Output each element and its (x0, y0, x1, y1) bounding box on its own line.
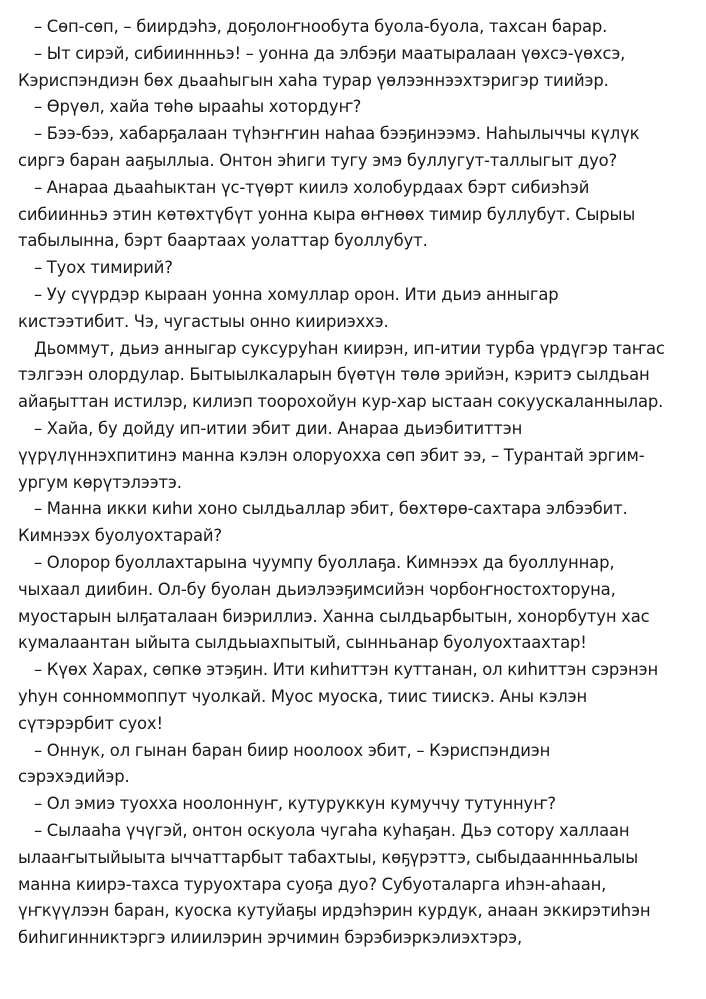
paragraph (18, 14, 686, 41)
paragraph (18, 791, 686, 818)
text-line: – Сөп-сөп, – биирдэһэ, доҕолоҥнообута буола-буола, тахсан барар. (34, 17, 608, 36)
text-line: кистээтибит. Чэ, чугастыы онно киириэххэ. (18, 311, 389, 331)
text-line: – Манна икки киһи хоно сылдьаллар эбит, бөхтөрө-сахтара элбээбит. (34, 499, 628, 519)
text-line: – Бээ-бээ, хабарҕалаан түһэҥҥин наһаа бээҕинээмэ. Наһылыччы күлүк (34, 124, 640, 144)
paragraph (18, 94, 686, 121)
text-line: сүтэрэрбит суох! (18, 713, 163, 733)
text-line: – Күөх Харах, сөпкө этэҕин. Ити киһиттэн куттанан, ол киһиттэн сэрэнэн (34, 660, 659, 680)
text-line: айаҕыттан истилэр, килиэп тоорохойун кур-хар ыстаан сокуускаланнылар. (18, 392, 664, 412)
paragraph (18, 336, 686, 416)
text-line: үүрүлүннэхпитинэ манна кэлэн олоруохха сөп эбит ээ, – Турантай эргим- (18, 445, 645, 465)
paragraph (18, 121, 686, 175)
text-line: – Хайа, бу дойду ип-итии эбит дии. Анараа дьиэбититтэн (34, 418, 523, 438)
paragraph (18, 416, 686, 496)
paragraph (18, 657, 686, 737)
text-line: – Уу сүүрдэр кыраан уонна хомуллар орон. Ити дьиэ анныгар (34, 284, 559, 304)
text-line: – Сылааһа үчүгэй, онтон оскуола чугаһа куһаҕан. Дьэ сотору халлаан (34, 820, 630, 840)
text-line: уһун сонноммоппут чуолкай. Муос муоска, тиис тиискэ. Аны кэлэн (18, 686, 588, 706)
paragraph (18, 818, 686, 952)
text-line: – Туох тимирий? (34, 258, 173, 278)
paragraph (18, 550, 686, 657)
text-line: тэлгээн олордулар. Бытыылкаларын бүөтүн төлө эрийэн, кэритэ сылдьан (18, 365, 650, 385)
text-line: сибиинньэ этин көтөхтүбүт уонна кыра өҥнөөх тимир буллубут. Сырыы (18, 204, 636, 224)
text-line: табылынна, бэрт баартаах уолаттар буоллубут. (18, 231, 428, 251)
paragraph (18, 738, 686, 792)
text-line: Кимнээх буолуохтарай? (18, 526, 222, 546)
paragraph (18, 496, 686, 550)
text-line: Дьоммут, дьиэ анныгар суксуруһан киирэн, ип-итии турба үрдүгэр таҥас (34, 338, 665, 358)
text-line: ургум көрүтэлээтэ. (18, 472, 182, 492)
text-line: үҥкүүлээн баран, куоска кутуйаҕы ирдэһэрин курдук, анаан эккирэтиһэн (18, 901, 651, 921)
paragraph (18, 255, 686, 282)
text-line: – Олорор буоллахтарына чуумпу буоллаҕа. Кимнээх да буоллуннар, (34, 552, 615, 572)
text-line: муостарын ылҕаталаан биэриллиэ. Ханна сылдьарбытын, хонорбутун хас (18, 606, 650, 626)
text-line: манна киирэ-тахса туруохтара суоҕа дуо? Субуоталарга иһэн-аһаан, (18, 874, 607, 894)
text-line: – Ол эмиэ туохха ноолоннуҥ, кутуруккун кумуччу тутуннуҥ? (34, 794, 556, 814)
text-line: Кэриспэндиэн бөх дьааһыгын хаһа турар үөлээннээхтэригэр тиийэр. (18, 70, 609, 90)
text-line: чыхаал диибин. Ол-бу буолан дьиэлээҕимсийэн чорбоҥностохторуна, (18, 579, 616, 599)
paragraph (18, 175, 686, 255)
text-line: ылааҥытыйыыта ыччаттарбыт табахтыы, көҕүрэттэ, сыбыдааннньалыы (18, 847, 639, 867)
text-line: биһигинниктэргэ илиилэрин эрчимин бэрэбиэркэлиэхтэрэ, (18, 928, 523, 948)
text-line: кумалаантан ыйыта сылдьыахпытый, сынньанар буолуохтаахтар! (18, 633, 587, 653)
text-line: – Анараа дьааһыктан үс-түөрт киилэ холобурдаах бэрт сибиэһэй (34, 177, 590, 197)
text-line: – Өрүөл, хайа төһө ыраaһы хотордуҥ? (34, 97, 362, 117)
text-line: – Ыт сирэй, сибииннньэ! – уонна да элбэҕи маатыралаан үөхсэ-үөхсэ, (34, 43, 626, 63)
paragraph (18, 282, 686, 336)
text-line: сиргэ баран ааҕыллыа. Онтон эһиги тугу эмэ буллугут-таллыгыт дуо? (18, 150, 618, 170)
paragraph (18, 41, 686, 95)
text-line: сэрэхэдийэр. (18, 767, 130, 787)
text-line: – Оннук, ол гынан баран биир ноолоох эбит, – Кэриспэндиэн (34, 740, 551, 760)
